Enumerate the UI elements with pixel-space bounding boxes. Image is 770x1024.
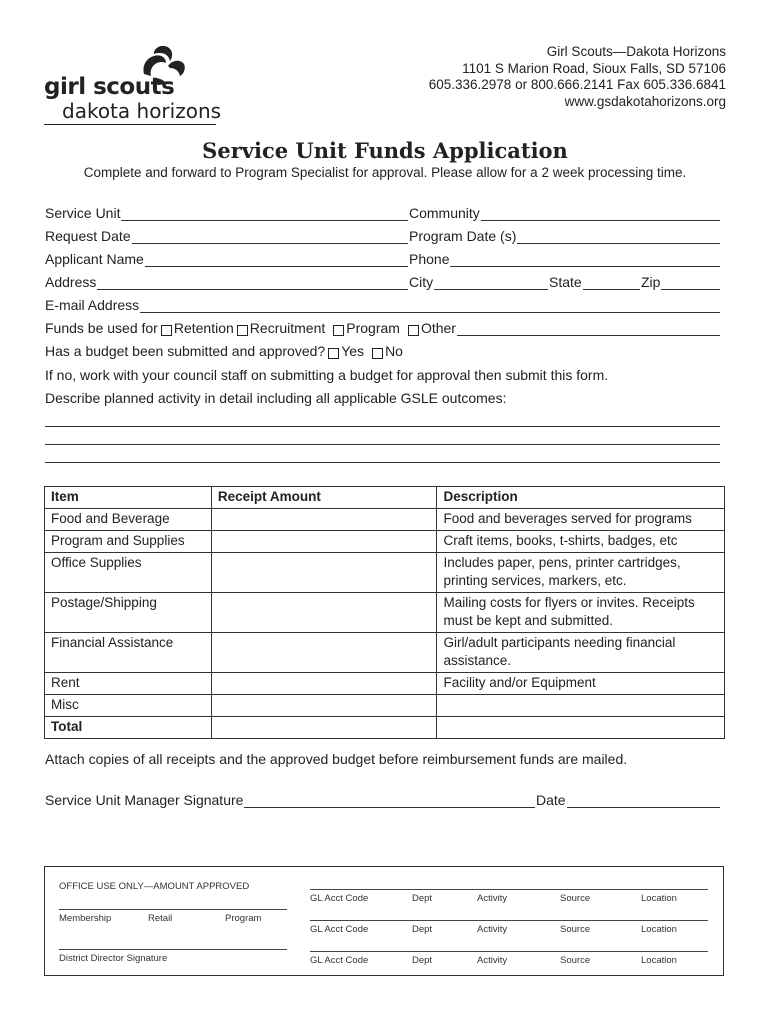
source-label: Source xyxy=(560,955,591,966)
other-input[interactable] xyxy=(457,322,720,336)
gl-acct-code-label: GL Acct Code xyxy=(310,924,369,935)
retention-label: Retention xyxy=(173,320,234,336)
page-subtitle: Complete and forward to Program Specialist for approval. Please allow for a 2 week processing time. xyxy=(83,165,687,180)
budget-question-label: Has a budget been submitted and approved? xyxy=(45,343,326,359)
row-item: Financial Assistance xyxy=(45,633,212,673)
row-amount-input[interactable] xyxy=(211,553,437,593)
retention-checkbox[interactable] xyxy=(161,325,172,336)
applicant-name-label: Applicant Name xyxy=(45,251,144,267)
row-amount-input[interactable] xyxy=(211,695,437,717)
row-item: Rent xyxy=(45,673,212,695)
row-description: Facility and/or Equipment xyxy=(437,673,725,695)
program-label: Program xyxy=(346,320,400,336)
phone-field[interactable] xyxy=(409,251,720,267)
other-label: Other xyxy=(420,320,456,336)
activity-label: Activity xyxy=(477,893,508,904)
row-amount-input[interactable] xyxy=(211,593,437,633)
gl-line-2[interactable] xyxy=(310,920,708,921)
logo-underline xyxy=(44,124,216,125)
table-row xyxy=(45,695,725,717)
logo-dakota-horizons: dakota horizons xyxy=(62,99,222,123)
row-description: Includes paper, pens, printer cartridges, printing services, markers, etc. xyxy=(437,553,725,593)
location-label: Location xyxy=(641,955,677,966)
funds-used-for-row xyxy=(45,320,720,336)
contact-org: Girl Scouts—Dakota Horizons xyxy=(546,44,726,59)
recruitment-label: Recruitment xyxy=(249,320,326,336)
row-item: Misc xyxy=(45,695,212,717)
service-unit-field[interactable] xyxy=(45,205,408,221)
budget-note xyxy=(45,367,608,383)
row-description: Mailing costs for flyers or invites. Receipts must be kept and submitted. xyxy=(437,593,725,633)
page-title: Service Unit Funds Application xyxy=(202,138,568,163)
program-date-label: Program Date (s) xyxy=(409,228,517,244)
contact-block xyxy=(429,44,726,110)
phone-label: Phone xyxy=(409,251,450,267)
office-use-box xyxy=(44,866,724,976)
table-total-row xyxy=(45,717,725,739)
row-item: Office Supplies xyxy=(45,553,212,593)
zip-field[interactable] xyxy=(641,274,720,290)
email-field[interactable] xyxy=(45,297,720,313)
total-amount-input[interactable] xyxy=(211,717,437,739)
row-item: Food and Beverage xyxy=(45,509,212,531)
budget-question-row xyxy=(45,343,403,359)
logo-girl-scouts: girl scouts xyxy=(44,74,175,100)
table-header-row xyxy=(45,487,725,509)
location-label: Location xyxy=(641,893,677,904)
table-row xyxy=(45,509,725,531)
contact-address: 1101 S Marion Road, Sioux Falls, SD 57106 xyxy=(462,60,726,76)
budget-yes-label: Yes xyxy=(341,343,365,359)
address-field[interactable] xyxy=(45,274,408,290)
dept-label: Dept xyxy=(412,924,433,935)
budget-note-text: If no, work with your council staff on submitting a budget for approval then submit this form. xyxy=(45,367,609,383)
total-description xyxy=(437,717,725,739)
recruitment-checkbox[interactable] xyxy=(237,325,248,336)
activity-line-3[interactable] xyxy=(45,462,720,463)
activity-line-2[interactable] xyxy=(45,444,720,445)
zip-label: Zip xyxy=(641,274,661,290)
row-amount-input[interactable] xyxy=(211,509,437,531)
attach-note: Attach copies of all receipts and the approved budget before reimbursement funds are mailed. xyxy=(45,751,628,767)
manager-signature-field[interactable] xyxy=(45,788,535,808)
table-row xyxy=(45,673,725,695)
budget-no-checkbox[interactable] xyxy=(372,348,383,359)
activity-line-1[interactable] xyxy=(45,426,720,427)
contact-web[interactable]: www.gsdakotahorizons.org xyxy=(564,93,726,109)
describe-activity-label xyxy=(45,390,506,406)
city-label: City xyxy=(409,274,434,290)
request-date-field[interactable] xyxy=(45,228,408,244)
manager-signature-label: Service Unit Manager Signature xyxy=(45,792,244,808)
table-row xyxy=(45,633,725,673)
retail-label: Retail xyxy=(148,913,173,924)
source-label: Source xyxy=(560,924,591,935)
table-row xyxy=(45,593,725,633)
row-item: Postage/Shipping xyxy=(45,593,212,633)
describe-activity-text: Describe planned activity in detail including all applicable GSLE outcomes: xyxy=(45,390,507,406)
contact-phone: 605.336.2978 or 800.666.2141 Fax 605.336.6841 xyxy=(428,77,726,92)
address-label: Address xyxy=(45,274,97,290)
source-label: Source xyxy=(560,893,591,904)
row-item: Program and Supplies xyxy=(45,531,212,553)
gl-line-1[interactable] xyxy=(310,889,708,890)
activity-label: Activity xyxy=(477,955,508,966)
location-label: Location xyxy=(641,924,677,935)
header-item: Item xyxy=(45,487,212,509)
funds-used-for-label: Funds be used for xyxy=(45,320,158,336)
header-description: Description xyxy=(437,487,725,509)
row-description xyxy=(437,695,725,717)
state-field[interactable] xyxy=(549,274,640,290)
other-checkbox[interactable] xyxy=(408,325,419,336)
amount-approved-line[interactable] xyxy=(59,909,287,910)
total-label: Total xyxy=(45,717,212,739)
gl-line-3[interactable] xyxy=(310,951,708,952)
table-row xyxy=(45,531,725,553)
city-field[interactable] xyxy=(409,274,548,290)
community-label: Community xyxy=(409,205,480,221)
email-label: E-mail Address xyxy=(45,297,140,313)
dept-label: Dept xyxy=(412,893,433,904)
budget-yes-checkbox[interactable] xyxy=(328,348,339,359)
row-description: Craft items, books, t-shirts, badges, etc xyxy=(437,531,725,553)
header-receipt-amount: Receipt Amount xyxy=(211,487,437,509)
activity-label: Activity xyxy=(477,924,508,935)
row-amount-input[interactable] xyxy=(211,673,437,695)
district-signature-label: District Director Signature xyxy=(59,953,168,964)
signature-date-label: Date xyxy=(536,792,566,808)
dept-label: Dept xyxy=(412,955,433,966)
state-label: State xyxy=(549,274,582,290)
membership-label: Membership xyxy=(59,913,112,924)
row-description: Girl/adult participants needing financial assistance. xyxy=(437,633,725,673)
applicant-name-field[interactable] xyxy=(45,251,408,267)
gl-acct-code-label: GL Acct Code xyxy=(310,955,369,966)
program-date-field[interactable] xyxy=(409,228,720,244)
community-field[interactable] xyxy=(409,205,720,221)
expense-table xyxy=(44,486,725,739)
office-use-title: OFFICE USE ONLY—AMOUNT APPROVED xyxy=(59,881,250,892)
row-amount-input[interactable] xyxy=(211,531,437,553)
signature-date-field[interactable] xyxy=(536,788,720,808)
gl-acct-code-label: GL Acct Code xyxy=(310,893,369,904)
row-amount-input[interactable] xyxy=(211,633,437,673)
table-row xyxy=(45,553,725,593)
program-label-office: Program xyxy=(225,913,262,924)
district-signature-line[interactable] xyxy=(59,949,287,950)
budget-no-label: No xyxy=(385,343,403,359)
row-description: Food and beverages served for programs xyxy=(437,509,725,531)
request-date-label: Request Date xyxy=(45,228,131,244)
program-checkbox[interactable] xyxy=(333,325,344,336)
service-unit-label: Service Unit xyxy=(45,205,121,221)
